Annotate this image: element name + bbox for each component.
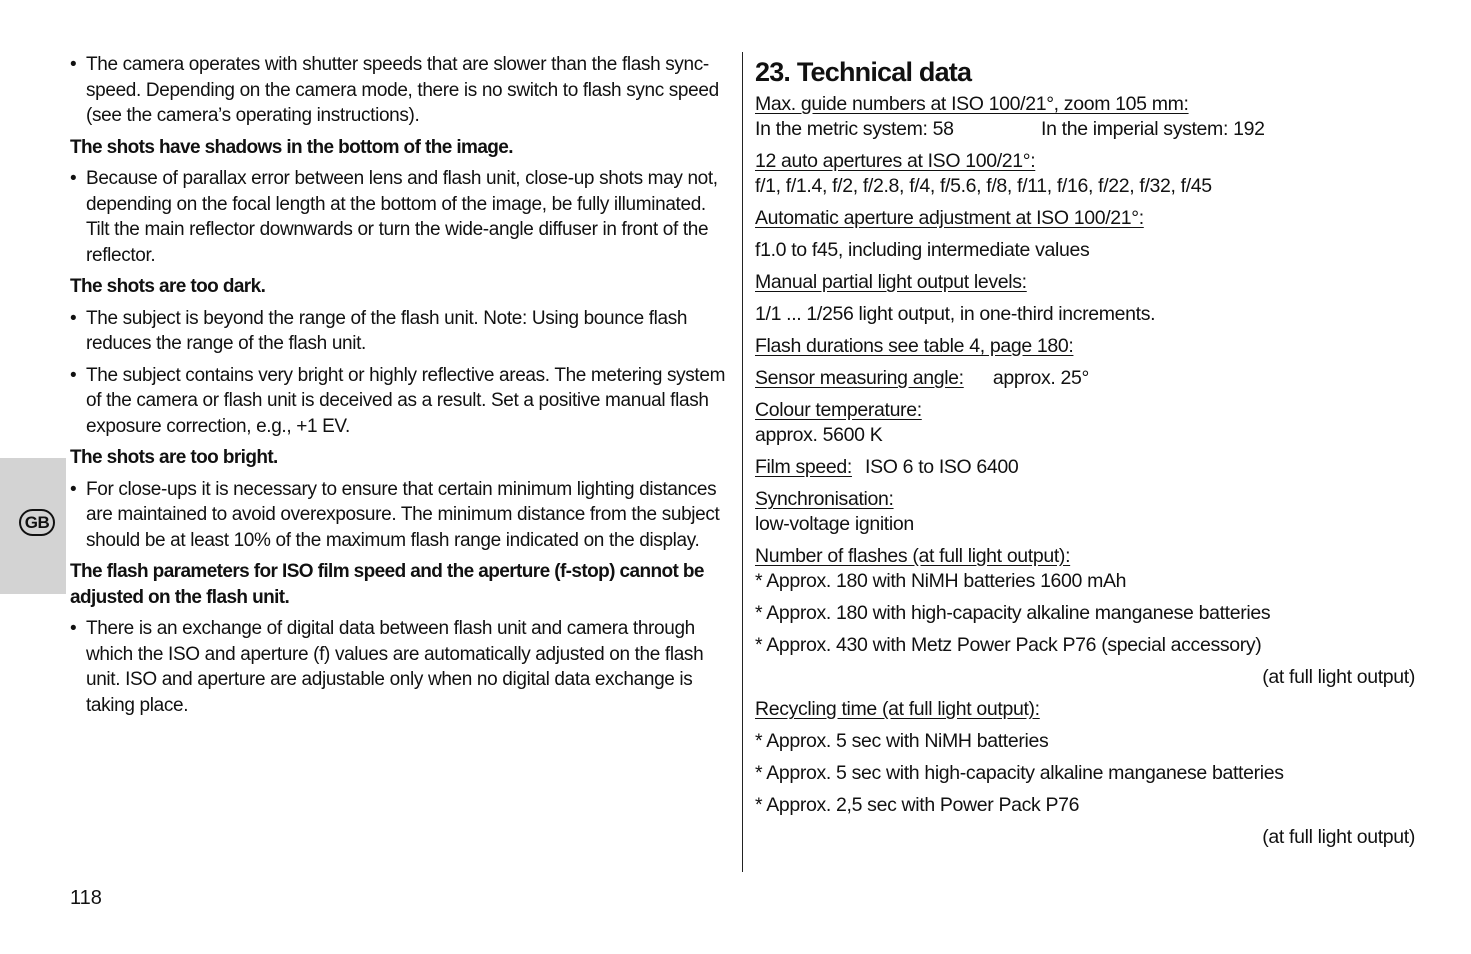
list-item: • The subject contains very bright or highly reflective areas. The metering system of the camera or flash unit is deceived as a result. Set a positive manual flash exposure correction, e.g., +1 EV. [70,363,732,440]
apertures-value: f/1, f/1.4, f/2, f/2.8, f/4, f/5.6, f/8, f/11, f/16, f/22, f/32, f/45 [755,175,1212,197]
recycle-label: Recycling time (at full light output): [755,698,1040,720]
list-item: • The subject is beyond the range of the flash unit. Note: Using bounce flash reduces the range of the flash unit. [70,306,732,357]
sync-value: low-voltage ignition [755,513,914,535]
guide-metric: In the metric system: 58 [755,118,954,140]
sensor-angle-value: approx. 25° [992,367,1089,389]
technical-data-column [755,52,1415,857]
list-item: * Approx. 5 sec with NiMH batteries [755,730,1049,752]
page-title: 23. Technical data [755,57,972,87]
colour-temp-value: approx. 5600 K [755,424,883,446]
section-heading: The shots have shadows in the bottom of the image. [70,136,513,158]
column-divider [742,52,743,872]
film-speed-row [755,455,1415,480]
list-item: * Approx. 430 with Metz Power Pack P76 (special accessory) [755,634,1262,656]
section-heading: The shots are too bright. [70,447,278,468]
auto-aperture-label: Automatic aperture adjustment at ISO 100/21°: [755,207,1144,229]
guide-numbers-values [755,117,1415,142]
film-speed-label: Film speed: [755,456,852,478]
manual-output-value: 1/1 ... 1/256 light output, in one-third increments. [755,303,1156,325]
list-item: • For close-ups it is necessary to ensure that certain minimum lighting distances are maintained to avoid overexposure. The minimum distance from the subject should be at least 10% of the maximum flash range indicated on the display. [70,477,732,554]
list-item: * Approx. 180 with high-capacity alkaline manganese batteries [755,602,1271,624]
list-item: • The camera operates with shutter speeds that are slower than the flash sync-speed. Depending on the camera mode, there is no switch to flash sync speed (see the camera’s operating instructions). [70,52,732,129]
auto-aperture-value: f1.0 to f45, including intermediate values [755,239,1090,261]
sync-label: Synchronisation: [755,488,894,510]
flash-durations-link: Flash durations see table 4, page 180: [755,335,1074,357]
flashes-note: (at full light output) [1262,666,1415,688]
troubleshooting-column [70,52,732,724]
manual-output-label: Manual partial light output levels: [755,271,1027,293]
list-item: • Because of parallax error between lens and flash unit, close-up shots may not, depending on the focal length at the bottom of the image, be fully illuminated. Tilt the main reflector downwards or turn the wide-angle diffuser in front of the reflector. [70,166,732,268]
guide-numbers-label: Max. guide numbers at ISO 100/21°, zoom 105 mm: [755,93,1189,115]
language-badge: GB [19,509,55,536]
list-item: * Approx. 180 with NiMH batteries 1600 mAh [755,570,1127,592]
flashes-label: Number of flashes (at full light output): [755,545,1071,567]
list-item: • There is an exchange of digital data between flash unit and camera through which the ISO and aperture (f) values are automatically adjusted on the flash unit. ISO and aperture are adjustable only when no digital data exchange is taking place. [70,616,732,718]
page-number: 118 [70,887,102,909]
sensor-angle-row [755,366,1415,391]
section-heading: The flash parameters for ISO film speed and the aperture (f-stop) cannot be adjusted on the flash unit. [70,561,704,608]
section-heading: The shots are too dark. [70,276,266,297]
film-speed-value: ISO 6 to ISO 6400 [865,456,1019,478]
recycle-note: (at full light output) [1262,826,1415,848]
list-item: * Approx. 5 sec with high-capacity alkaline manganese batteries [755,762,1284,784]
guide-imperial: In the imperial system: 192 [1041,118,1265,140]
list-item: * Approx. 2,5 sec with Power Pack P76 [755,794,1080,816]
sensor-angle-label: Sensor measuring angle: [755,367,964,389]
apertures-label: 12 auto apertures at ISO 100/21°: [755,150,1036,172]
colour-temp-label: Colour temperature: [755,399,922,421]
